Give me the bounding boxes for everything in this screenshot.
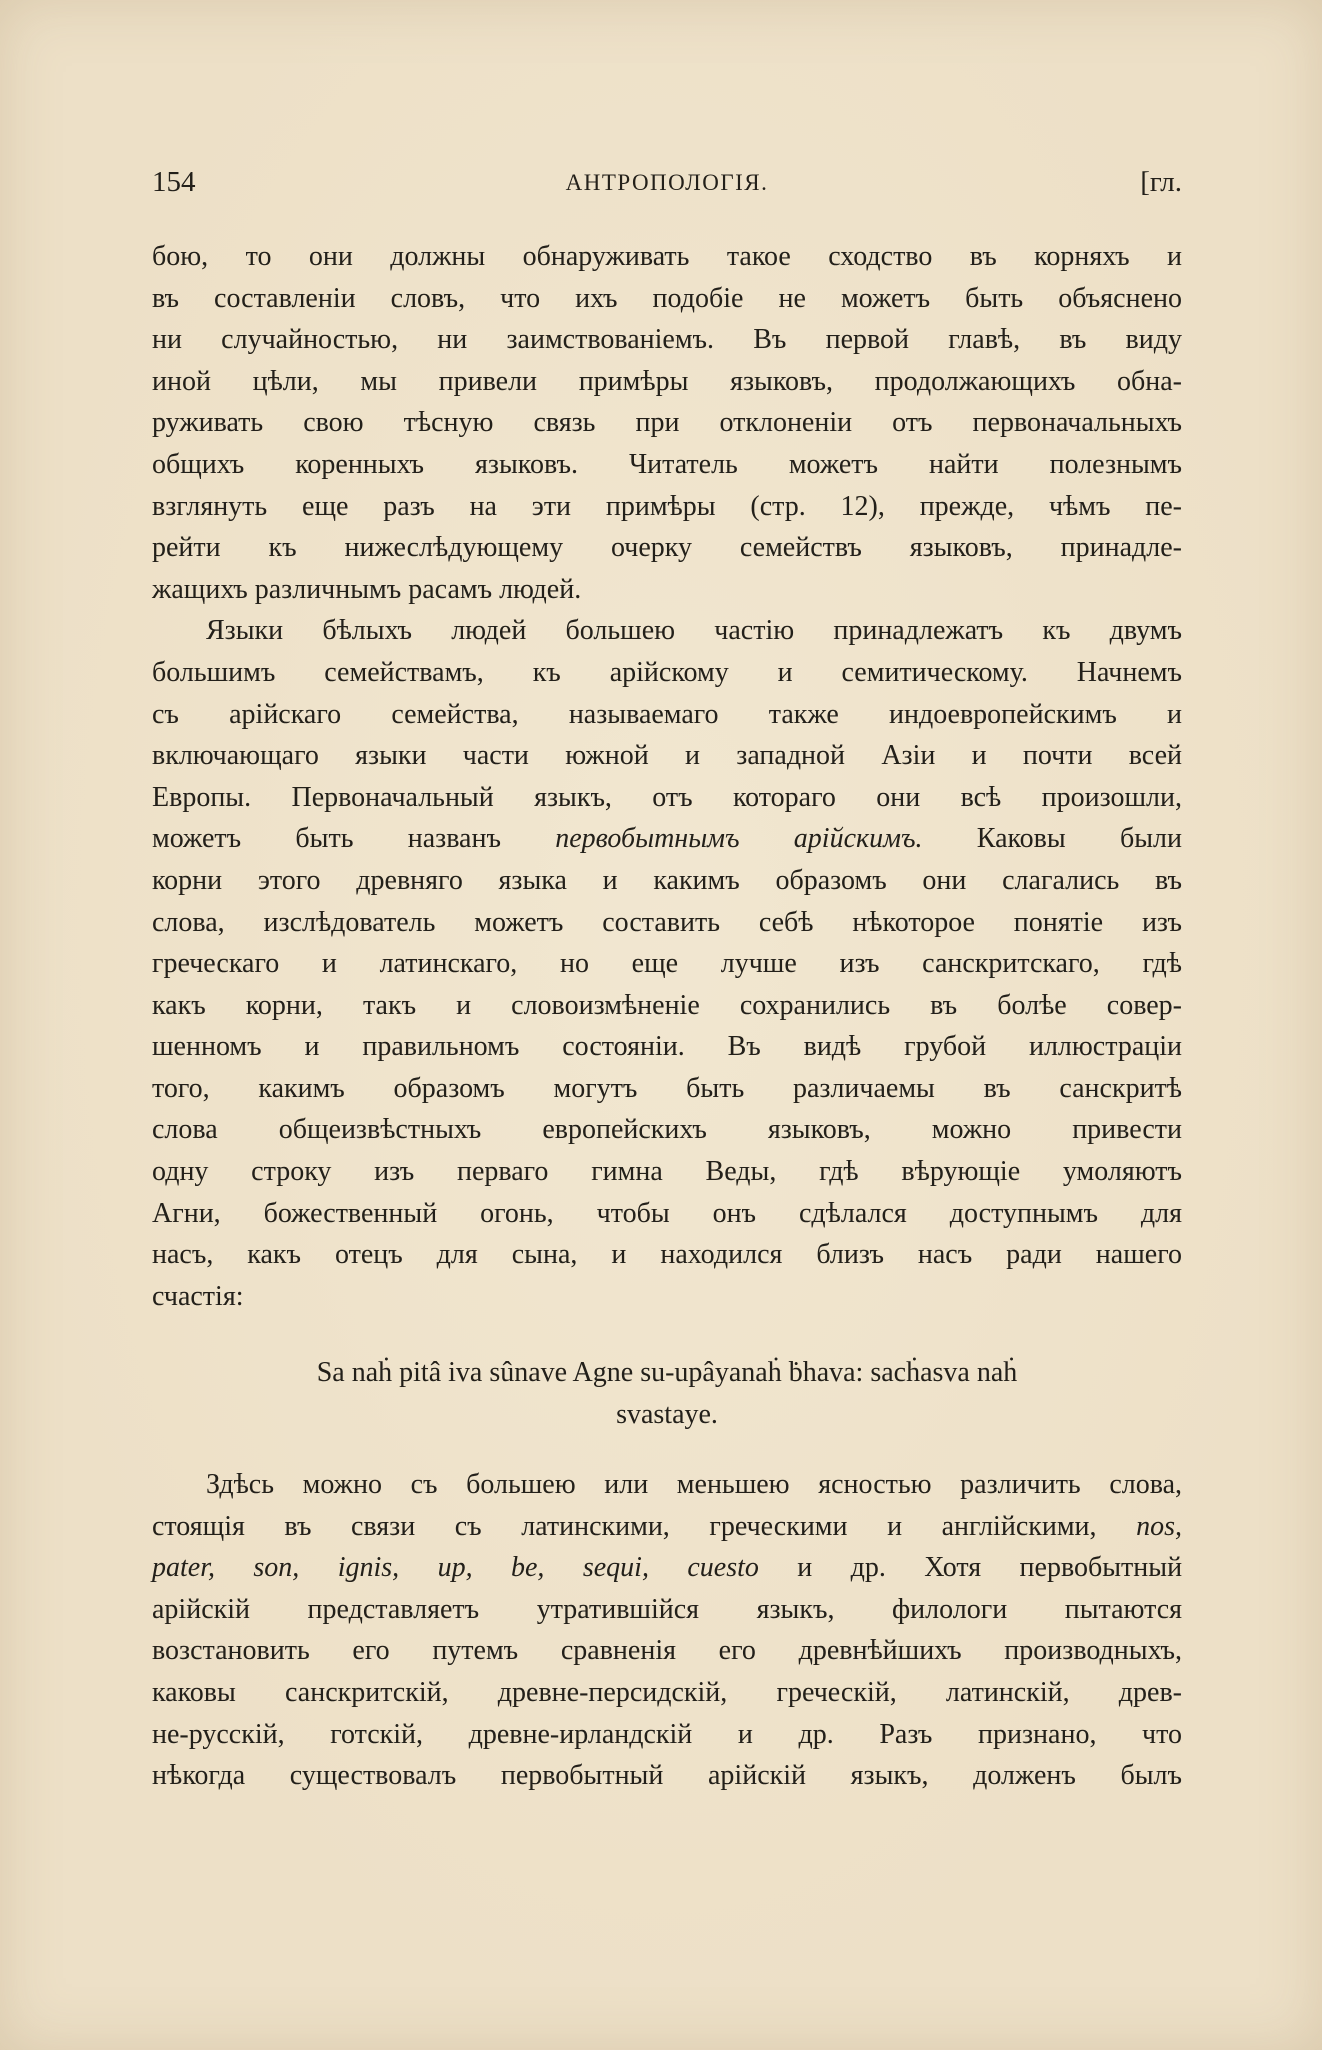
- text-line: одну строку изъ перваго гимна Веды, гдѣ вѣрующіе умоляютъ: [152, 1156, 1182, 1188]
- text-line: Агни, божественный огонь, чтобы онъ сдѣлался доступнымъ для: [152, 1197, 1182, 1229]
- text-line: [152, 1547, 1182, 1589]
- italic-term: nos,: [1136, 1510, 1182, 1542]
- text-line: рейти къ нижеслѣдующему очерку семействъ языковъ, принадле-: [152, 532, 1182, 564]
- text-line: того, какимъ образомъ могутъ быть различаемы въ санскритѣ: [152, 1072, 1182, 1104]
- text-line: арійскій представляетъ утратившійся языкъ, филологи пытаются: [152, 1593, 1182, 1625]
- text-line: каковы санскритскій, древне-персидскій, греческій, латинскій, древ-: [152, 1676, 1182, 1708]
- text-line: счастія:: [152, 1280, 244, 1312]
- verse-line: Sa naḣ pitâ iva sûnave Agne su-upâyanaḣ ḃhava: sacḣasva naḣ: [316, 1357, 1018, 1388]
- text-run: можетъ быть названъ: [152, 823, 556, 855]
- text-line: корни этого древняго языка и какимъ образомъ они слагались въ: [152, 864, 1182, 896]
- verse-line: svastaye.: [616, 1399, 718, 1430]
- chapter-mark: [гл.: [1140, 166, 1182, 198]
- text-line: взглянуть еще разъ на эти примѣры (стр. 12), прежде, чѣмъ пе-: [152, 490, 1182, 522]
- italic-term: son,: [253, 1552, 300, 1584]
- body-text-bottom: [152, 1464, 1182, 1797]
- text-line: нѣкогда существовалъ первобытный арійскій языкъ, долженъ былъ: [152, 1760, 1182, 1792]
- text-line: въ составленіи словъ, что ихъ подобіе не можетъ быть объяснено: [152, 282, 1182, 314]
- text-line: бою, то они должны обнаруживать такое сходство въ корняхъ и: [152, 241, 1182, 272]
- text-line: съ арійскаго семейства, называемаго также индоевропейскимъ и: [152, 698, 1182, 730]
- text-line: греческаго и латинскаго, но еще лучше изъ санскритскаго, гдѣ: [152, 948, 1182, 980]
- text-line: [152, 1506, 1182, 1548]
- italic-term: pater,: [152, 1552, 215, 1584]
- text-line: шенномъ и правильномъ состояніи. Въ видѣ грубой иллюстраціи: [152, 1031, 1182, 1063]
- text-line: ни случайностью, ни заимствованіемъ. Въ первой главѣ, въ виду: [152, 324, 1182, 356]
- italic-term: cuesto: [687, 1552, 759, 1584]
- text-line: большимъ семействамъ, къ арійскому и семитическому. Начнемъ: [152, 656, 1182, 688]
- text-line: Здѣсь можно съ большею или меньшею ясностью различить слова,: [206, 1469, 1182, 1500]
- text-line: Европы. Первоначальный языкъ, отъ котораго они всѣ произошли,: [152, 781, 1182, 813]
- italic-term: up,: [437, 1552, 473, 1584]
- text-line: включающаго языки части южной и западной Азіи и почти всей: [152, 740, 1182, 772]
- italic-term: be,: [511, 1552, 545, 1584]
- text-run: и др. Хотя первобытный: [758, 1552, 1183, 1584]
- text-line: насъ, какъ отецъ для сына, и находился близъ насъ ради нашего: [152, 1239, 1182, 1271]
- text-line: Языки бѣлыхъ людей большею частію принадлежатъ къ двумъ: [206, 615, 1182, 647]
- italic-term: ignis,: [337, 1552, 400, 1584]
- running-title: АНТРОПОЛОГІЯ.: [565, 170, 769, 195]
- text-line: иной цѣли, мы привели примѣры языковъ, продолжающихъ обна-: [152, 365, 1182, 397]
- text-line: руживать свою тѣсную связь при отклоненіи отъ первоначальныхъ: [152, 407, 1182, 439]
- text-line: жащихъ различнымъ расамъ людей.: [152, 573, 582, 605]
- text-line: общихъ коренныхъ языковъ. Читатель можетъ найти полезнымъ: [152, 448, 1182, 480]
- italic-term: sequi,: [582, 1552, 649, 1584]
- sanskrit-verse: [152, 1352, 1182, 1436]
- page-number: 154: [152, 166, 196, 198]
- text-run: Каковы были: [922, 823, 1182, 855]
- text-run: стоящія въ связи съ латинскими, греческими и англійскими,: [152, 1510, 1137, 1542]
- text-line: слова, изслѣдователь можетъ составить себѣ нѣкоторое понятіе изъ: [152, 906, 1182, 938]
- text-line: слова общеизвѣстныхъ европейскихъ языковъ, можно привести: [152, 1114, 1182, 1146]
- italic-term: первобытнымъ арійскимъ.: [555, 823, 923, 855]
- text-line: возстановить его путемъ сравненія его древнѣйшихъ производныхъ,: [152, 1635, 1182, 1667]
- running-header: [152, 166, 1182, 206]
- text-line: какъ корни, такъ и словоизмѣненіе сохранились въ болѣе совер-: [152, 989, 1182, 1021]
- text-line: [152, 818, 1182, 860]
- body-text-top: [152, 236, 1182, 1317]
- text-line: не-русскій, готскій, древне-ирландскій и др. Разъ признано, что: [152, 1718, 1182, 1750]
